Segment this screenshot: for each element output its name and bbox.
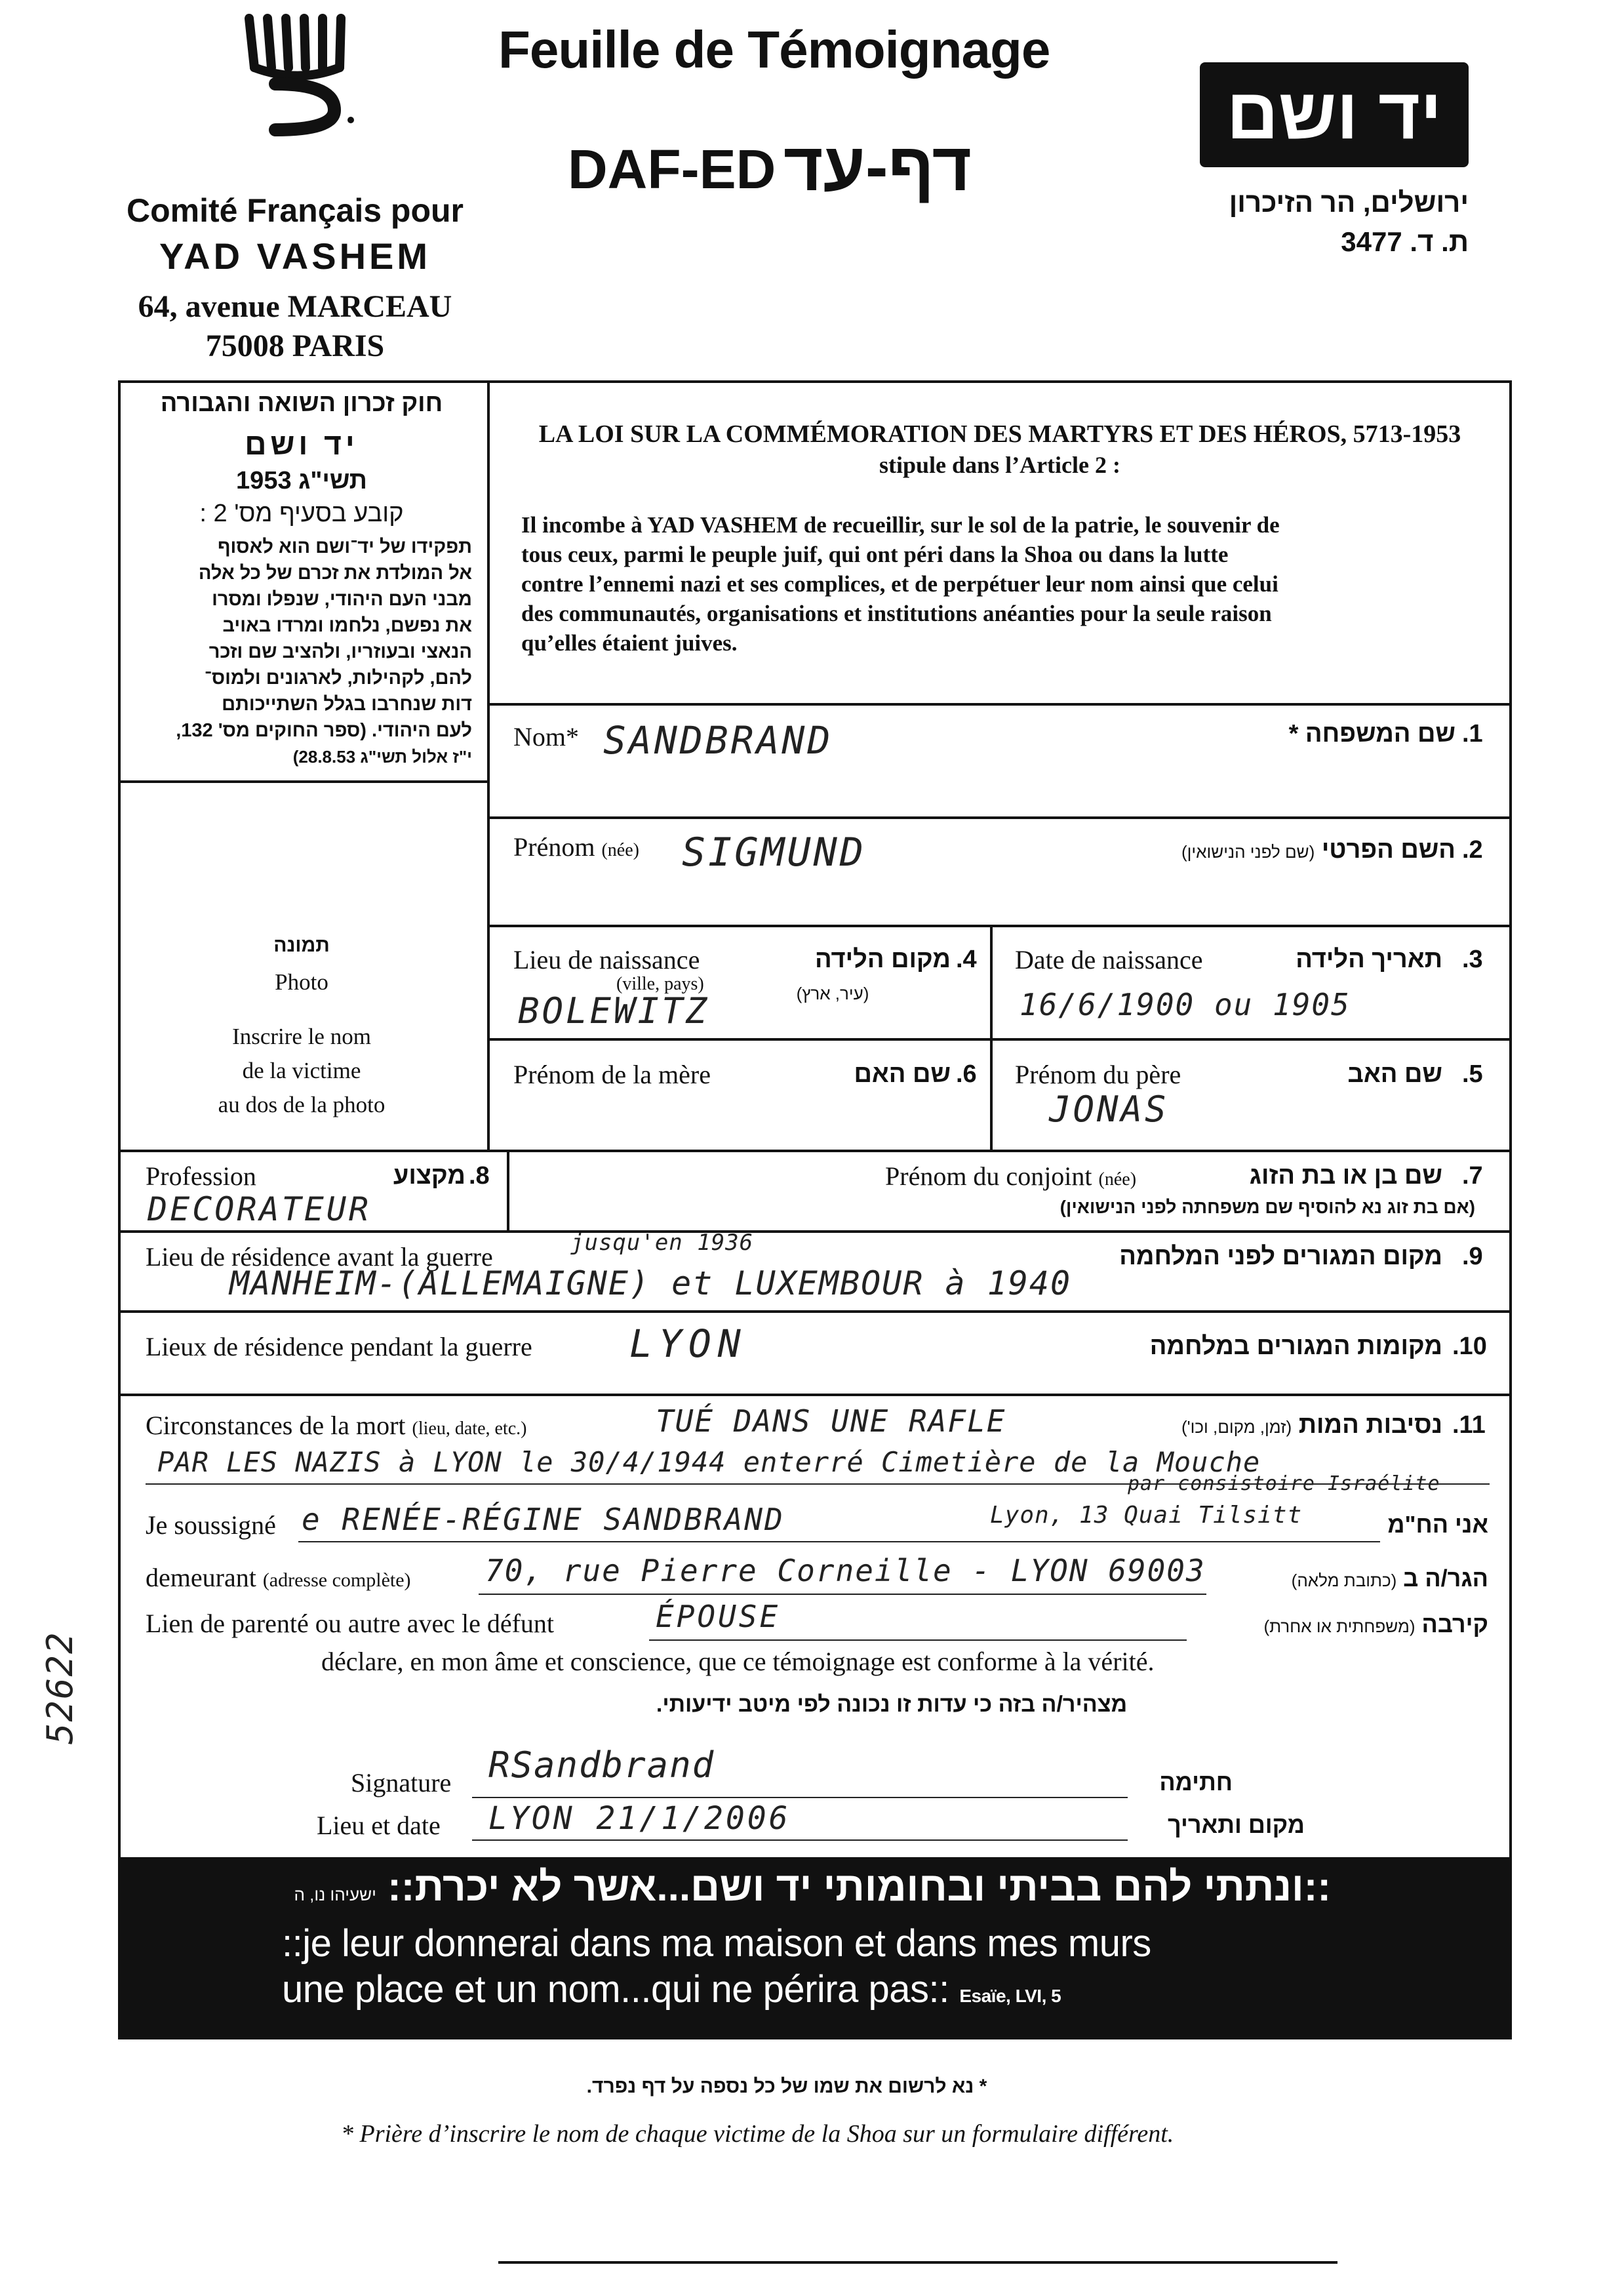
law-hebrew-title: חוק זכרון השואה והגבורה: [160, 390, 443, 417]
field-11-value-line-1[interactable]: TUÉ DANS UNE RAFLE: [656, 1403, 1006, 1439]
circonstances-label: Circonstances de la mort: [146, 1411, 406, 1440]
law-hebrew-line: הנאצי ובעוזריו, ולהציב שם וזכר: [208, 641, 472, 662]
field-2-hebrew: [1049, 836, 1456, 864]
field-4-label: Lieu de naissance: [513, 945, 700, 974]
declaration-he: מצהיר/ה בזה כי עדות זו נכונה לפי מיטב ידיעותי.: [656, 1692, 1128, 1717]
field-9-hebrew: מקום המגורים לפני המלחמה: [1119, 1243, 1442, 1270]
lien-hebrew-sub: (משפחתית או אחרת): [1263, 1616, 1416, 1636]
field-11-hebrew-sub: (זמן, מקום, וכו'): [1181, 1417, 1292, 1437]
law-fr-line: qu’elles étaient juives.: [521, 630, 738, 656]
law-fr-line: Il incombe à YAD VASHEM de recueillir, sur le sol de la patrie, le souvenir de: [521, 512, 1280, 538]
photo-instr-line: Inscrire le nom: [232, 1024, 371, 1049]
footer-hebrew-star: *: [979, 2076, 987, 2097]
signature-value[interactable]: RSandbrand: [488, 1744, 715, 1786]
field-1-hebrew: [1115, 720, 1456, 748]
field-5-number: .5: [1462, 1060, 1483, 1088]
signature-label: Signature: [351, 1768, 452, 1797]
law-hebrew-line: דות שנחרבו בגלל השתייכותם: [222, 694, 472, 715]
field-1-label: [513, 721, 579, 752]
field-4-hebrew-sub: (עיר, ארץ): [796, 984, 869, 1003]
banner-fr-line-2: [282, 1967, 1061, 2011]
law-fr-title: LA LOI SUR LA COMMÉMORATION DES MARTYRS ET DES HÉROS, 5713-1953: [538, 420, 1461, 448]
field-10-value[interactable]: LYON: [629, 1321, 747, 1366]
field-11-hebrew: [1115, 1411, 1442, 1439]
footer-hebrew-note: [525, 2076, 1049, 2098]
field-3-label: Date de naissance: [1015, 945, 1203, 974]
field-1-value[interactable]: SANDBRAND: [603, 718, 833, 763]
left-column-divider: [487, 380, 490, 1151]
row-5-middle-divider: [507, 1150, 509, 1232]
circonstances-sub: (lieu, date, etc.): [412, 1418, 527, 1439]
lieu-date-value[interactable]: LYON 21/1/2006: [488, 1800, 791, 1837]
law-hebrew-line: לעם היהודי. (ספר החוקים מס' 132,: [176, 720, 472, 741]
law-fr-subtitle: stipule dans l’Article 2 :: [879, 452, 1120, 478]
demeurant-value[interactable]: 70, rue Pierre Corneille - LYON 69003: [485, 1553, 1206, 1588]
field-7-hebrew: שם בן או בת הזוג: [1249, 1162, 1442, 1190]
address-line-1: 64, avenue MARCEAU: [138, 289, 452, 324]
law-hebrew-line: מבני העם היהודי, שנפלו ומסרו: [212, 589, 472, 610]
footer-hebrew-text: נא לרשום את שמו של כל נספה על דף נפרד.: [586, 2076, 974, 2097]
law-hebrew-name: יד ושם: [245, 427, 359, 461]
photo-label: Photo: [275, 969, 328, 995]
lieu-date-underline: [472, 1839, 1128, 1841]
form-title: Feuille de Témoignage: [498, 20, 1050, 79]
banner-fr-text: une place et un nom...qui ne périra pas::: [282, 1968, 949, 2011]
hebrew-address-line-1: ירושלים, הר הזיכרון: [1229, 187, 1469, 218]
prenom-sub: (née): [601, 840, 639, 860]
demeurant-text: demeurant: [146, 1563, 256, 1592]
je-soussigne-underline: [298, 1541, 1380, 1542]
nom-label: Nom: [513, 722, 566, 752]
lien-underline: [649, 1639, 1187, 1641]
lien-label: Lien de parenté ou autre avec le défunt: [146, 1609, 555, 1638]
photo-instr-line: au dos de la photo: [218, 1092, 386, 1117]
signature-underline: [472, 1797, 1128, 1798]
banner-hebrew-ref: ישעיהו נו, ה: [294, 1885, 376, 1904]
yad-vashem-emblem-box: [1200, 62, 1469, 167]
law-fr-line: contre l’ennemi nazi et ses complices, et de perpétuer leur nom ainsi que celui: [521, 571, 1278, 597]
field-6-hebrew: שם האם: [854, 1060, 951, 1088]
field-11-value-line-3[interactable]: par consistoire Israélite: [1128, 1472, 1440, 1495]
form-code-hebrew: דף-עד: [783, 129, 972, 205]
row-3-top: [487, 925, 1512, 927]
yad-vashem-logo: [236, 5, 367, 136]
field-4-number: .4: [956, 946, 977, 973]
field-9-label: Lieu de résidence avant la guerre: [146, 1242, 493, 1272]
banner-hebrew-quote: [282, 1864, 1331, 1910]
field-1-hebrew-star: *: [1288, 720, 1299, 748]
bottom-rule: [498, 2261, 1337, 2264]
law-fr-line: tous ceux, parmi le peuple juif, qui ont péri dans la Shoa ou dans la lutte: [521, 542, 1229, 567]
field-8-number: .8: [469, 1162, 490, 1190]
banner-hebrew-text: ::ונתתי להם בביתי ובחומותי יד ושם...אשר לא יכרת::: [387, 1864, 1331, 1910]
field-7-number: .7: [1462, 1162, 1483, 1190]
je-soussigne-value[interactable]: e RENÉE-RÉGINE SANDBRAND: [302, 1502, 785, 1537]
field-4-value[interactable]: BOLEWITZ: [518, 990, 710, 1032]
field-7-hebrew-sub: (אם בת זוג נא להוסיף שם משפחתה לפני הנישואין): [1060, 1197, 1475, 1217]
row-6-top: [118, 1230, 1512, 1233]
committee-line-1: Comité Français pour: [127, 192, 464, 229]
address-line-2: 75008 PARIS: [205, 329, 385, 363]
field-10-number: .10: [1452, 1333, 1487, 1360]
law-hebrew-line: את נפשם, נלחמו ומרדו באויב: [222, 615, 472, 636]
field-1-hebrew-text: שם המשפחה: [1305, 720, 1456, 748]
field-10-label: Lieux de résidence pendant la guerre: [146, 1332, 532, 1361]
field-4-hebrew: מקום הלידה: [815, 946, 951, 973]
field-3-hebrew: תאריך הלידה: [1296, 946, 1442, 973]
declaration-fr: déclare, en mon âme et conscience, que ce témoignage est conforme à la vérité.: [321, 1647, 1155, 1676]
demeurant-label: [146, 1562, 411, 1593]
law-bottom-divider: [118, 780, 490, 783]
law-fr-body: [521, 510, 1492, 658]
form-code-latin: DAF-ED: [568, 138, 776, 200]
demeurant-sub: (adresse complète): [262, 1569, 411, 1591]
field-5-hebrew: שם האב: [1347, 1060, 1442, 1088]
nom-star: *: [566, 722, 579, 752]
field-2-label: [513, 832, 639, 862]
je-soussigne-value-2[interactable]: Lyon, 13 Quai Tilsitt: [990, 1502, 1303, 1529]
field-1-number: .1: [1462, 720, 1483, 748]
field-6-label: Prénom de la mère: [513, 1060, 711, 1089]
lieu-date-label: Lieu et date: [317, 1811, 441, 1840]
photo-hebrew-label: תמונה: [273, 934, 330, 956]
signature-hebrew: חתימה: [1159, 1769, 1233, 1796]
lieu-date-hebrew: מקום ותאריך: [1167, 1811, 1305, 1838]
row-2-top: [487, 816, 1512, 819]
law-hebrew-stipulates: קובע בסעיף מס' 2 :: [199, 500, 404, 527]
law-hebrew-line: תפקידו של יד־ושם הוא לאסוף: [217, 536, 472, 557]
row-1-top: [487, 703, 1512, 706]
banner-fr-ref: Esaïe, LVI, 5: [959, 1986, 1061, 2006]
demeurant-underline: [479, 1594, 1206, 1595]
law-hebrew-line: י"ז אלול תשי"ג 28.8.53): [292, 747, 472, 767]
hebrew-address-line-2: ת. ד. 3477: [1341, 226, 1469, 257]
field-2-hebrew-sub: (שם לפני הנישואין): [1181, 842, 1315, 862]
margin-number: 52622: [39, 1631, 81, 1744]
footer-fr-note: * Prière d’inscrire le nom de chaque victime de la Shoa sur un formulaire différent.: [341, 2120, 1174, 2148]
row-5-top: [118, 1150, 1512, 1152]
field-10-hebrew: מקומות המגורים במלחמה: [1149, 1333, 1442, 1360]
field-5-value[interactable]: JONAS: [1049, 1089, 1169, 1130]
lien-hebrew-text: קירבה: [1421, 1611, 1488, 1637]
law-hebrew-body: [131, 534, 472, 770]
committee-line-2: YAD VASHEM: [159, 235, 431, 277]
row-7-top: [118, 1310, 1512, 1313]
field-3-value[interactable]: 16/6/1900 ou 1905: [1020, 987, 1351, 1022]
lien-value[interactable]: ÉPOUSE: [656, 1599, 781, 1634]
prenom-label: Prénom: [513, 832, 595, 862]
law-hebrew-line: אל המולדת את זכרם של כל אלה: [198, 563, 472, 584]
field-11-label: [146, 1410, 526, 1441]
je-soussigne-label: Je soussigné: [146, 1510, 276, 1540]
law-hebrew-year: תשי"ג 1953: [236, 467, 367, 494]
photo-instr-line: de la victime: [242, 1058, 361, 1083]
field-9-note[interactable]: jusqu'en 1936: [570, 1230, 754, 1256]
field-8-value[interactable]: DECORATEUR: [148, 1190, 372, 1228]
conjoint-label: Prénom du conjoint: [885, 1161, 1092, 1191]
demeurant-hebrew-text: הגר/ה ב: [1403, 1565, 1488, 1592]
law-fr-line: des communautés, organisations et institutions anéanties pour la seule raison: [521, 601, 1272, 626]
conjoint-sub: (née): [1098, 1169, 1137, 1190]
field-7-label: [885, 1161, 1136, 1192]
banner-fr-line-1: ::je leur donnerai dans ma maison et dans mes murs: [282, 1922, 1151, 1965]
demeurant-hebrew: [1213, 1565, 1488, 1592]
emblem-text: יד ושם: [1226, 73, 1442, 154]
field-4-sub: (ville, pays): [616, 974, 704, 994]
row-4-top: [487, 1038, 1512, 1041]
field-8-label: Profession: [146, 1161, 256, 1191]
field-2-number: .2: [1462, 836, 1483, 864]
photo-instructions: [125, 1020, 479, 1122]
lien-hebrew: [1193, 1611, 1488, 1638]
field-6-number: .6: [956, 1060, 977, 1088]
field-11-hebrew-text: נסיבות המות: [1298, 1411, 1442, 1439]
field-9-number: .9: [1462, 1243, 1483, 1270]
field-2-hebrew-text: השם הפרטי: [1321, 836, 1456, 864]
field-9-value[interactable]: MANHEIM-(ALLEMAIGNE) et LUXEMBOUR à 1940: [229, 1264, 1072, 1302]
row-8-top: [118, 1394, 1512, 1396]
law-hebrew-line: להם, לקהילות, לארגונים ולמוס־: [204, 668, 472, 689]
field-3-number: .3: [1462, 946, 1483, 973]
field-2-value[interactable]: SIGMUND: [682, 830, 866, 875]
demeurant-hebrew-sub: (כתובת מלאה): [1291, 1571, 1397, 1590]
je-soussigne-hebrew: אני הח"מ: [1387, 1511, 1488, 1538]
field-11-number: .11: [1452, 1411, 1486, 1439]
field-5-label: Prénom du père: [1015, 1060, 1181, 1089]
field-11-value-line-2[interactable]: PAR LES NAZIS à LYON le 30/4/1944 enterré Cimetière de la Mouche: [157, 1446, 1261, 1478]
field-8-hebrew: מקצוע: [393, 1162, 465, 1190]
